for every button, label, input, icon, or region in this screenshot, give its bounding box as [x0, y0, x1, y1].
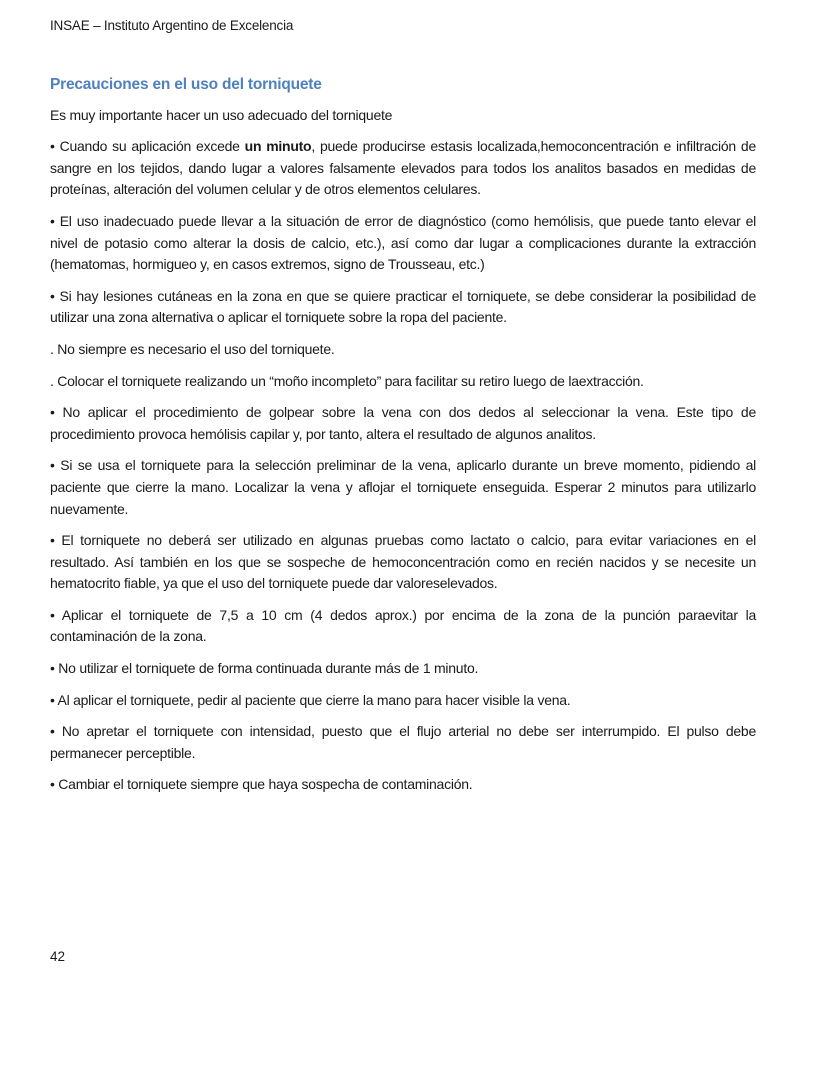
paragraph: • Si hay lesiones cutáneas en la zona en que se quiere practicar el torniquete, se debe considerar la posibilidad de utilizar una zona alternativa o aplicar el torniquete sobre la ropa del paciente. — [50, 287, 756, 326]
section-title: Precauciones en el uso del torniquete — [50, 76, 322, 93]
paragraph: • No utilizar el torniquete de forma continuada durante más de 1 minuto. — [50, 660, 479, 677]
text: , puede producirse estasis localizada,hemoconcentración e infiltración de sangre en los tejidos, dando lugar a valores falsamente elevados para todos los analitos basados en medidas de proteínas, alteración del volumen celular y de otros elementos celulares. — [50, 138, 756, 198]
paragraph — [50, 136, 756, 201]
paragraph: • Aplicar el torniquete de 7,5 a 10 cm (4 dedos aprox.) por encima de la zona de la punción paraevitar la contaminación de la zona. — [50, 606, 756, 645]
paragraph: • Cambiar el torniquete siempre que haya sospecha de contaminación. — [50, 776, 473, 793]
paragraph: • El uso inadecuado puede llevar a la situación de error de diagnóstico (como hemólisis, que puede tanto elevar el nivel de potasio como alterar la dosis de calcio, etc.), así como dar lugar a complicaciones durante la extracción (hematomas, hormigueo y, en casos extremos, signo de Trousseau, etc.) — [50, 212, 756, 273]
paragraph: • Si se usa el torniquete para la selección preliminar de la vena, aplicarlo durante un breve momento, pidiendo al paciente que cierre la mano. Localizar la vena y aflojar el torniquete enseguida. Esperar 2 minutos para utilizarlo nuevamente. — [50, 457, 756, 517]
bold-text: un minuto — [244, 138, 312, 155]
paragraph: • No apretar el torniquete con intensidad, puesto que el flujo arterial no debe ser interrumpido. El pulso debe permanecer perceptible. — [50, 723, 756, 761]
intro-paragraph: Es muy importante hacer un uso adecuado del torniquete — [50, 106, 393, 123]
document-body — [50, 74, 756, 806]
paragraph: • No aplicar el procedimiento de golpear sobre la vena con dos dedos al seleccionar la vena. Este tipo de procedimiento provoca hemólisis capilar y, por tanto, altera el resultado de algunos analitos. — [50, 404, 756, 442]
text: • Cuando su aplicación excede — [50, 138, 245, 155]
paragraph: . Colocar el torniquete realizando un “moño incompleto” para facilitar su retiro luego de laextracción. — [50, 372, 644, 389]
paragraph: . No siempre es necesario el uso del torniquete. — [50, 340, 335, 357]
paragraph: • Al aplicar el torniquete, pedir al paciente que cierre la mano para hacer visible la vena. — [50, 691, 571, 708]
page-number: 42 — [50, 949, 66, 964]
paragraph: • El torniquete no deberá ser utilizado en algunas pruebas como lactato o calcio, para evitar variaciones en el resultado. Así también en los que se sospeche de hemoconcentración como en recién nacidos y se necesite un hematocrito fiable, ya que el uso del torniquete puede dar valoreselevados. — [50, 532, 756, 592]
running-header: INSAE – Instituto Argentino de Excelencia — [50, 18, 294, 33]
